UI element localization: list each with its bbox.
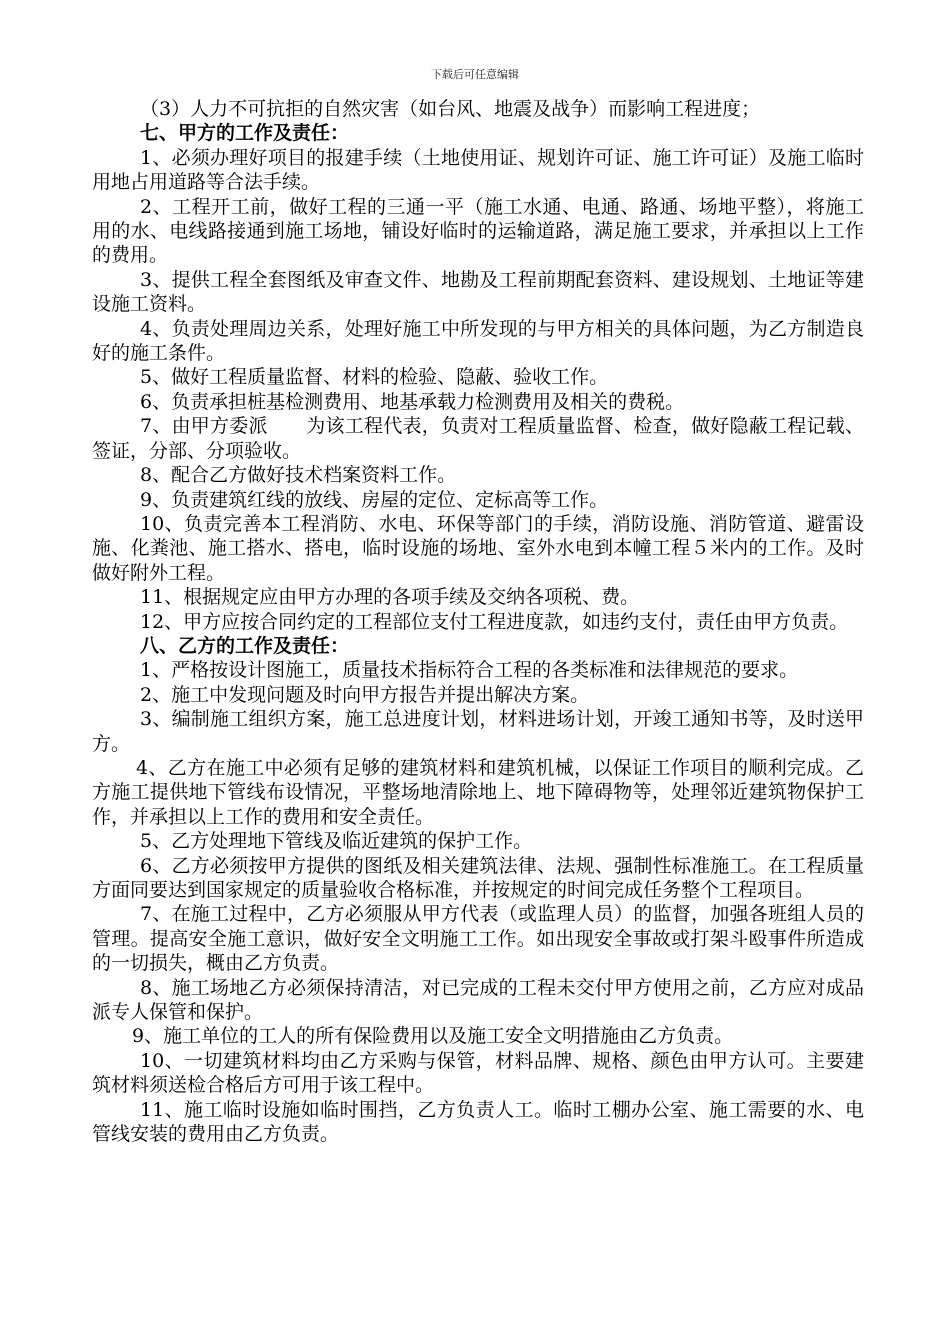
paragraph: （3）人力不可抗拒的自然灾害（如台风、地震及战争）而影响工程进度； xyxy=(140,98,761,120)
paragraph: 11、根据规定应由甲方办理的各项手续及交纳各项税、费。 xyxy=(140,586,640,609)
paragraph: 6、负责承担桩基检测费用、地基承载力检测费用及相关的费税。 xyxy=(140,390,685,413)
paragraph: 11、施工临时设施如临时围挡，乙方负责人工。临时工棚办公室、施工需要的水、电管线安装的费用由乙方负责。 xyxy=(92,1098,864,1146)
paragraph: 5、乙方处理地下管线及临近建筑的保护工作。 xyxy=(140,830,533,853)
paragraph: 3、提供工程全套图纸及审查文件、地勘及工程前期配套资料、建设规划、土地证等建设施工资料。 xyxy=(92,268,864,316)
paragraph: 12、甲方应按合同约定的工程部位支付工程进度款，如违约支付，责任由甲方负责。 xyxy=(140,610,849,633)
paragraph: 10、负责完善本工程消防、水电、环保等部门的手续，消防设施、消防管道、避雷设施、化粪池、施工搭水、搭电，临时设施的场地、室外水电到本幢工程５米内的工作。及时做好附外工程。 xyxy=(92,512,864,584)
paragraph: 3、编制施工组织方案，施工总进度计划，材料进场计划，开竣工通知书等，及时送甲方。 xyxy=(92,708,864,755)
paragraph: 6、乙方必须按甲方提供的图纸及相关建筑法律、法规、强制性标准施工。在工程质量方面同要达到国家规定的质量验收合格标准，并按规定的时间完成任务整个工程项目。 xyxy=(92,854,864,901)
paragraph: 2、施工中发现问题及时向甲方报告并提出解决方案。 xyxy=(140,683,590,706)
paragraph: 7、由甲方委派 为该工程代表，负责对工程质量监督、检查，做好隐蔽工程记载、签证，分部、分项验收。 xyxy=(92,415,864,462)
paragraph: 9、负责建筑红线的放线、房屋的定位、定标高等工作。 xyxy=(140,488,609,511)
paragraph: 1、严格按设计图施工，质量技术指标符合工程的各类标准和法律规范的要求。 xyxy=(140,659,799,682)
document-body xyxy=(92,97,864,1146)
paragraph: 5、做好工程质量监督、材料的检验、隐蔽、验收工作。 xyxy=(140,366,609,389)
section-heading: 七、甲方的工作及责任： xyxy=(140,122,350,145)
paragraph: 9、施工单位的工人的所有保险费用以及施工安全文明措施由乙方负责。 xyxy=(132,1025,734,1048)
paragraph: 8、配合乙方做好技术档案资料工作。 xyxy=(140,464,457,487)
paragraph: 7、在施工过程中，乙方必须服从甲方代表（或监理人员）的监督，加强各班组人员的管理。提高安全施工意识，做好安全文明施工工作。如出现安全事故或打架斗殴事件所造成的一切损失，概由乙方负责。 xyxy=(92,903,864,975)
paragraph: 2、工程开工前，做好工程的三通一平（施工水通、电通、路通、场地平整），将施工用的水、电线路接通到施工场地，铺设好临时的运输道路，满足施工要求，并承担以上工作的费用。 xyxy=(92,195,864,267)
paragraph: 10、一切建筑材料均由乙方采购与保管，材料品牌、规格、颜色由甲方认可。主要建筑材料须送检合格后方可用于该工程中。 xyxy=(92,1049,864,1097)
page-header: 下载后可任意编辑 xyxy=(431,68,519,81)
paragraph: 1、必须办理好项目的报建手续（土地使用证、规划许可证、施工许可证）及施工临时用地占用道路等合法手续。 xyxy=(92,146,864,194)
paragraph: 4、负责处理周边关系，处理好施工中所发现的与甲方相关的具体问题，为乙方制造良好的施工条件。 xyxy=(92,317,864,365)
paragraph: 4、乙方在施工中必须有足够的建筑材料和建筑机械，以保证工作项目的顺利完成。乙方施工提供地下管线布设情况，平整场地清除地上、地下障碍物等，处理邻近建筑物保护工作，并承担以上工作的费用和安全责任。 xyxy=(92,756,864,828)
paragraph: 8、施工场地乙方必须保持清洁，对已完成的工程未交付甲方使用之前，乙方应对成品派专人保管和保护。 xyxy=(92,976,864,1024)
section-heading: 八、乙方的工作及责任： xyxy=(140,634,350,657)
